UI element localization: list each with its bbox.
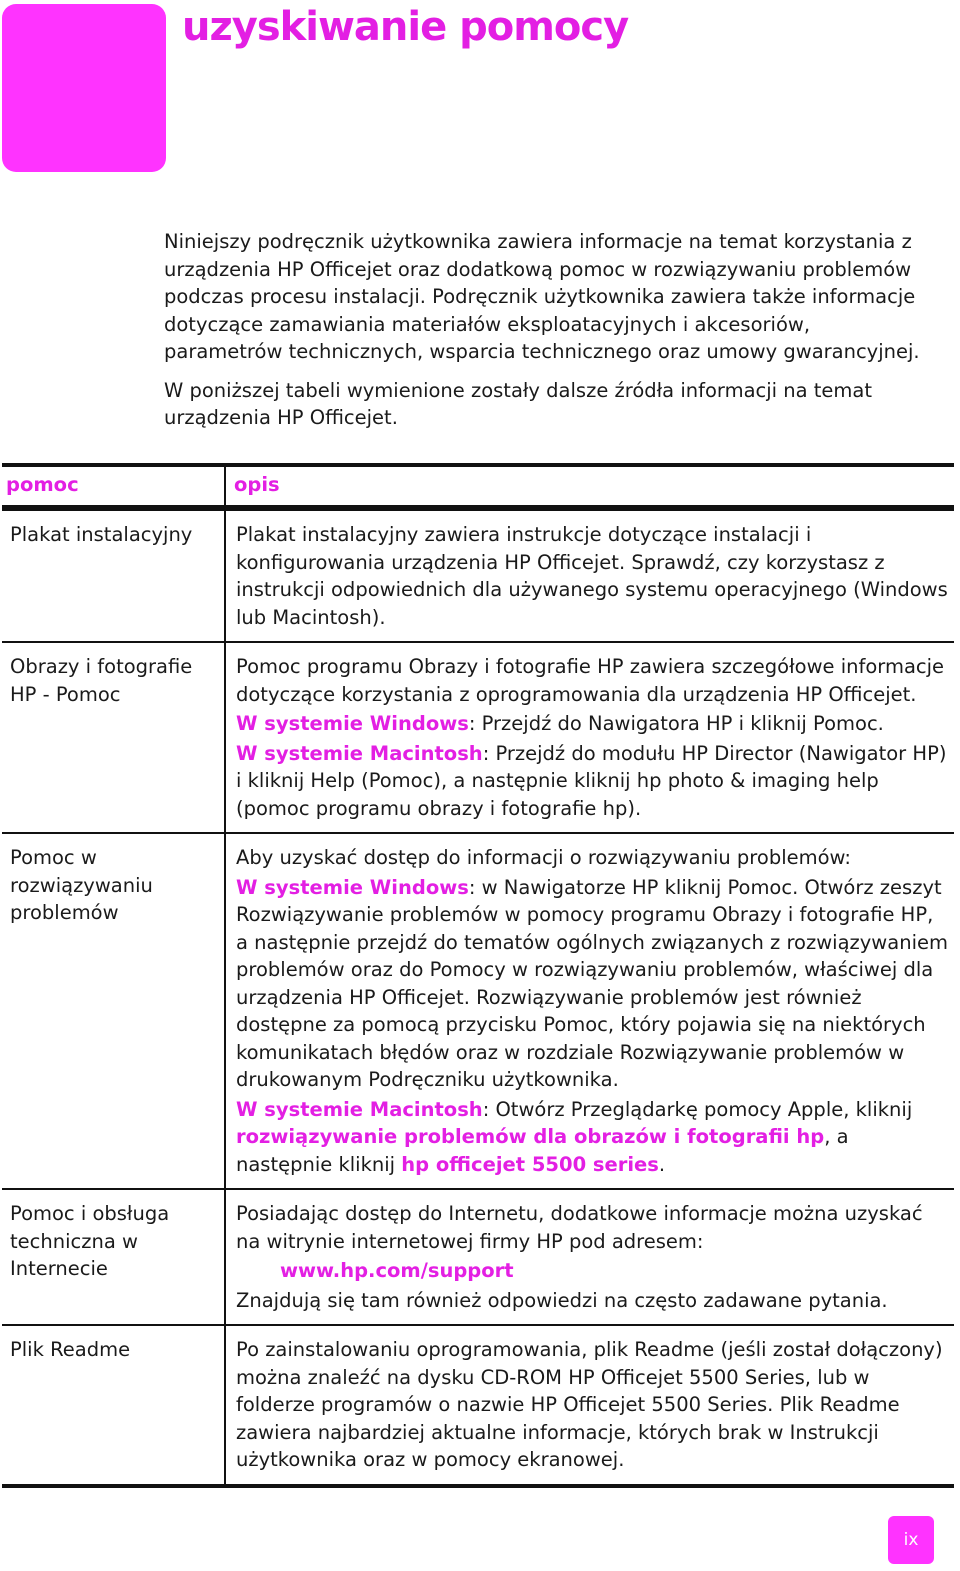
windows-label: W systemie Windows	[236, 712, 469, 735]
help-sources-table	[2, 463, 954, 1488]
table-header	[2, 467, 954, 509]
windows-text: : w Nawigatorze HP kliknij Pomoc. Otwórz zeszyt Rozwiązywanie problemów w pomocy programu Obrazy i fotografie HP, a następnie przejdź do tematów ogólnych związanych z rozwiązywaniem problemów oraz do Pomocy w rozwiązywaniu problemów, właściwej dla urządzenia HP Officejet. Rozwiązywanie problemów jest również dostępne za pomocą przycisku Pomoc, który pojawia się na niektórych komunikatach błędów oraz w rozdziale Rozwiązywanie problemów w drukowanym Podręczniku użytkownika.	[236, 875, 948, 1091]
row-text: Po zainstalowaniu oprogramowania, plik Readme (jeśli został dołączony) można znaleźć na dysku CD-ROM HP Officejet 5500 Series, lub w folderze programów o nazwie HP Officejet 5500 Series. Plik Readme zawiera najbardziej aktualne informacje, których brak w Instrukcji użytkownika oraz w pomocy ekranowej.	[236, 1338, 943, 1471]
row-label: Plakat instalacyjny	[10, 523, 193, 546]
row-label: Pomoc i obsługa techniczna w Internecie	[10, 1202, 170, 1280]
mac-text-1: : Otwórz Przeglądarkę pomocy Apple, kliknij	[482, 1097, 913, 1121]
row-text: Pomoc programu Obrazy i fotografie HP zawiera szczegółowe informacje dotyczące korzystania z oprogramowania dla urządzenia HP Officejet.	[236, 655, 945, 706]
row-description	[224, 1190, 954, 1324]
row-description	[224, 1326, 954, 1484]
page-title: uzyskiwanie pomocy	[182, 4, 629, 50]
table-row	[2, 832, 954, 1188]
page-number: ix	[888, 1516, 934, 1564]
mac-instructions	[236, 740, 950, 823]
mac-text-3: .	[658, 1152, 666, 1176]
header-description: opis	[224, 467, 954, 505]
row-description	[224, 511, 954, 641]
windows-label: W systemie Windows	[236, 875, 469, 899]
mac-link-officejet[interactable]: hp officejet 5500 series	[401, 1152, 659, 1176]
intro-paragraph-2: W poniższej tabeli wymienione zostały dalsze źródła informacji na temat urządzenia HP Officejet.	[164, 378, 873, 429]
chapter-tab-block	[2, 4, 166, 172]
mac-link-troubleshooting[interactable]: rozwiązywanie problemów dla obrazów i fotografii hp	[236, 1125, 825, 1148]
row-label: Obrazy i fotografie HP - Pomoc	[10, 655, 193, 706]
intro-paragraph-1: Niniejszy podręcznik użytkownika zawiera informacje na temat korzystania z urządzenia HP Officejet oraz dodatkową pomoc w rozwiązywaniu problemów podczas procesu instalacji. Podręcznik użytkownika zawiera także informacje dotyczące zamawiania materiałów eksploatacyjnych i akcesoriów, parametrów technicznych, wsparcia technicznego oraz umowy gwarancyjnej.	[164, 230, 920, 363]
row-label: Pomoc w rozwiązywaniu problemów	[10, 846, 153, 924]
windows-instructions	[236, 874, 950, 1094]
row-text: Aby uzyskać dostęp do informacji o rozwiązywaniu problemów:	[236, 846, 851, 869]
mac-instructions	[236, 1096, 950, 1179]
mac-label: W systemie Macintosh	[236, 741, 483, 765]
row-description	[224, 834, 954, 1188]
row-text-2: Znajdują się tam również odpowiedzi na często zadawane pytania.	[236, 1288, 888, 1312]
row-text: Plakat instalacyjny zawiera instrukcje dotyczące instalacji i konfigurowania urządzenia HP Officejet. Sprawdź, czy korzystasz z instrukcji odpowiednich dla używanego systemu operacyjnego (Windows lub Macintosh).	[236, 523, 948, 629]
mac-label: W systemie Macintosh	[236, 1097, 483, 1121]
row-text: Posiadając dostęp do Internetu, dodatkowe informacje można uzyskać na witrynie internetowej firmy HP pod adresem:	[236, 1202, 923, 1253]
mac-text: : Przejdź do modułu HP Director (Nawigator HP) i kliknij Help (Pomoc), a następnie kliknij hp photo & imaging help (pomoc programu obrazy i fotografie hp).	[236, 741, 947, 820]
header-help: pomoc	[6, 473, 79, 496]
mac-text-2: , a następnie kliknij	[236, 1125, 849, 1176]
support-url-link[interactable]: www.hp.com/support	[280, 1259, 514, 1282]
windows-instructions	[236, 710, 950, 738]
row-description	[224, 643, 954, 832]
windows-text: : Przejdź do Nawigatora HP i kliknij Pomoc.	[468, 712, 884, 735]
row-label: Plik Readme	[10, 1338, 131, 1361]
table-row	[2, 641, 954, 832]
table-row	[2, 509, 954, 641]
intro-section	[164, 228, 924, 443]
table-row	[2, 1188, 954, 1324]
table-row	[2, 1324, 954, 1484]
